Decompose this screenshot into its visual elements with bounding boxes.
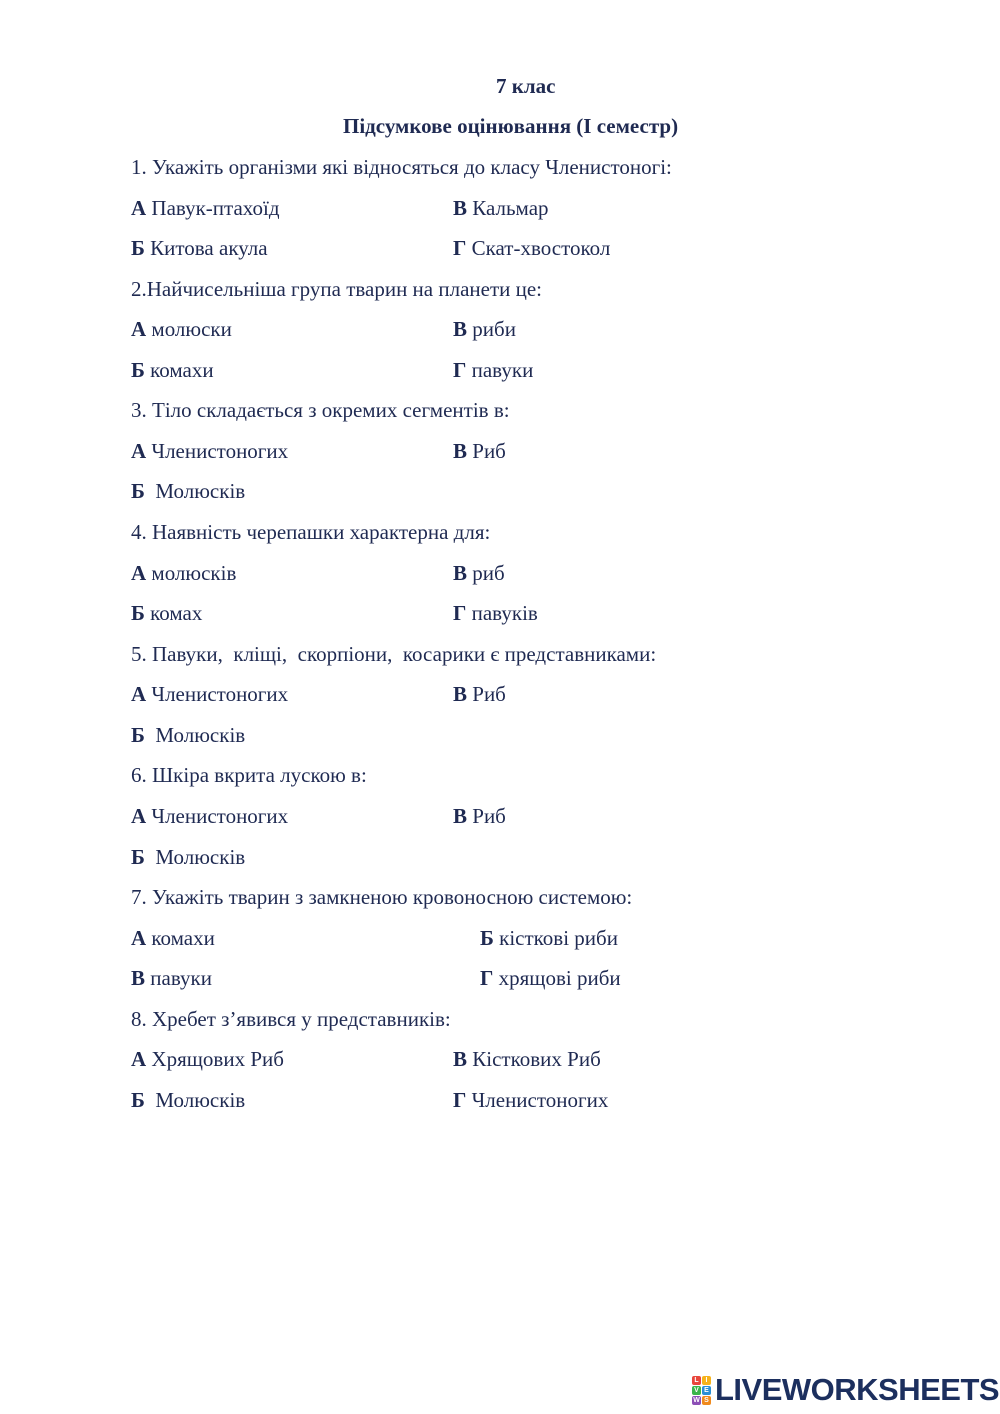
question-7: 7. Укажіть тварин з замкненою кровоносною системою: [131, 885, 633, 909]
logo-square-icon: I [702, 1376, 711, 1385]
option-7v: В павуки [131, 966, 212, 990]
option-1a: А Павук-птахоїд [131, 196, 280, 220]
option-7b: Б кісткові риби [480, 926, 618, 950]
option-8v: В Кісткових Риб [453, 1047, 601, 1071]
option-7g: Г хрящові риби [480, 966, 621, 990]
logo-square-icon: S [702, 1396, 711, 1405]
option-4g: Г павуків [453, 601, 538, 625]
option-5a: А Членистоногих [131, 682, 289, 706]
logo-square-icon: W [693, 1396, 700, 1404]
option-2g: Г павуки [453, 358, 534, 382]
option-6v: В Риб [453, 804, 506, 828]
option-8g: Г Членистоногих [453, 1088, 609, 1112]
liveworksheets-logo[interactable] [692, 1372, 999, 1408]
question-1: 1. Укажіть організми які відносяться до класу Членистоногі: [131, 155, 672, 179]
option-2a: А молюски [131, 317, 232, 341]
option-7a: А комахи [131, 926, 215, 950]
question-3: 3. Тіло складається з окремих сегментів в: [131, 398, 510, 422]
logo-square-icon: V [692, 1386, 701, 1395]
option-1g: Г Скат-хвостокол [453, 236, 611, 260]
option-4v: В риб [453, 561, 505, 585]
question-4: 4. Наявність черепашки характерна для: [131, 520, 491, 544]
grade-heading: 7 клас [496, 74, 556, 98]
question-8: 8. Хребет з’явився у представників: [131, 1007, 451, 1031]
option-6a: А Членистоногих [131, 804, 289, 828]
logo-square-icon: E [702, 1386, 711, 1395]
option-2v: В риби [453, 317, 516, 341]
option-1b: Б Китова акула [131, 236, 268, 260]
option-6b: Б Молюсків [131, 845, 246, 869]
option-4a: А молюсків [131, 561, 237, 585]
option-3v: В Риб [453, 439, 506, 463]
option-4b: Б комах [131, 601, 203, 625]
logo-square-icon: L [692, 1376, 701, 1385]
page-title: Підсумкове оцінювання (І семестр) [343, 114, 679, 138]
option-8a: А Хрящових Риб [131, 1047, 284, 1071]
option-3a: А Членистоногих [131, 439, 289, 463]
question-2: 2.Найчисельніша група тварин на планети це: [131, 277, 543, 301]
option-5b: Б Молюсків [131, 723, 246, 747]
option-1v: В Кальмар [453, 196, 549, 220]
option-5v: В Риб [453, 682, 506, 706]
logo-wordmark: LIVEWORKSHEETS [715, 1372, 1000, 1407]
option-8b: Б Молюсків [131, 1088, 246, 1112]
question-6: 6. Шкіра вкрита лускою в: [131, 763, 367, 787]
question-5: 5. Павуки, кліщі, скорпіони, косарики є представниками: [131, 642, 657, 666]
option-3b: Б Молюсків [131, 479, 246, 503]
option-2b: Б комахи [131, 358, 214, 382]
liveworksheets-logo-icon [692, 1376, 711, 1405]
